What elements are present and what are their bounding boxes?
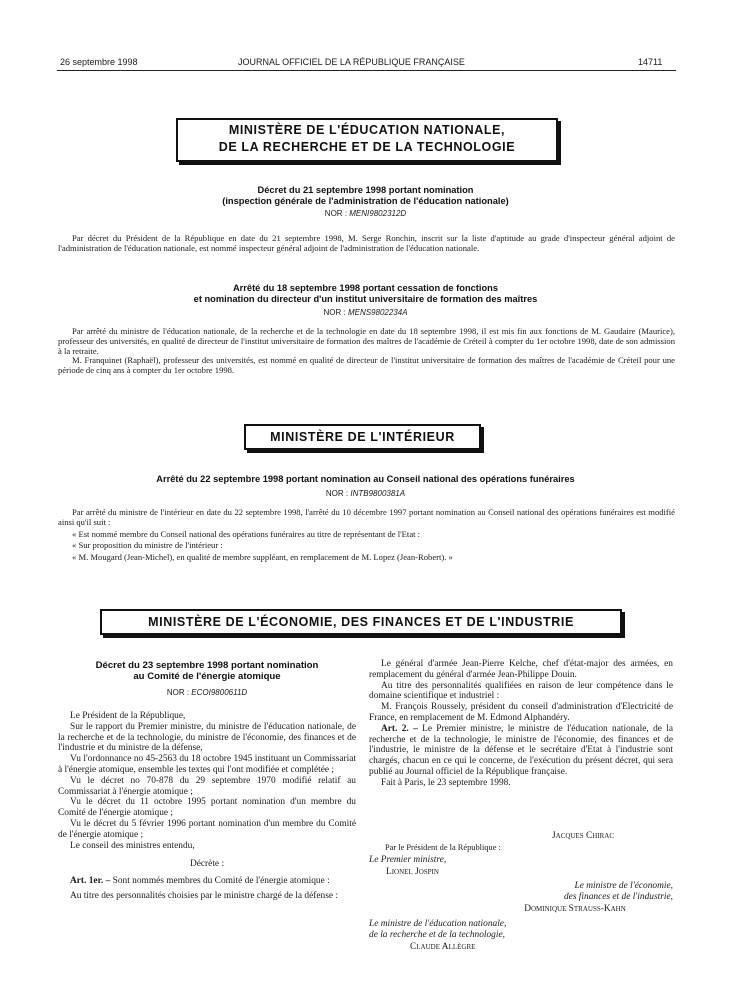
decree1-title — [100, 185, 631, 207]
journal-title: JOURNAL OFFICIEL DE LA RÉPUBLIQUE FRANÇAISE — [238, 57, 465, 67]
arrete1-title-line2: et nomination du directeur d'un institut universitaire de formation des maîtres — [193, 294, 538, 304]
decree1-nor — [200, 209, 531, 218]
ministry-education-line2: DE LA RECHERCHE ET DE LA TECHNOLOGIE — [218, 140, 516, 154]
page-date: 26 septembre 1998 — [60, 57, 138, 67]
arrete1-paragraph-1: Par arrêté du ministre de l'éducation nationale, de la recherche et de la technologie en date du 18 septembre 1998, il est mis fin aux fonctions de M. Gaudaire (Maurice), professeur des universités, en qualité de directeur de l'institut universitaire de formation des maîtres de l'académie de Créteil à compter du 1er octobre 1998, date de son admission à la retraite. — [58, 326, 675, 356]
pm-title: Le Premier ministre, — [369, 855, 447, 865]
art2-text: Le Premier ministre, le ministre de l'éducation nationale, de la recherche et de la technologie, le ministre de l'économie, des finances et de l'industrie, le ministre de la défense et le secrétaire d'Etat à l'industrie sont chargés, chacun en ce qui le concerne, de l'exécution du présent décret, qui sera publié au Journal officiel de la République française. — [369, 723, 674, 777]
nor-label: NOR : — [324, 209, 348, 218]
arrete1-title-line1: Arrêté du 18 septembre 1998 portant cessation de fonctions — [232, 283, 499, 293]
page-number: 14711 — [638, 57, 663, 67]
decree2-right-para: Le général d'armée Jean-Pierre Kelche, chef d'état-major des armées, en remplacement du général d'armée Jean-Philippe Douin. — [369, 659, 673, 680]
arrete2-body — [58, 508, 675, 563]
arrete2-nor — [200, 489, 531, 498]
arrete1-body — [58, 327, 675, 376]
decree1-title-line2: (inspection générale de l'administration de l'éducation nationale) — [222, 196, 509, 206]
decree2-left-para: Vu l'ordonnance no 45-2563 du 18 octobre 1945 instituant un Commissariat à l'énergie atomique, ensemble les textes qui l'ont modifiée et complétée ; — [58, 754, 356, 775]
nor-code: MENI9802312D — [349, 209, 407, 218]
decree2-title — [58, 660, 356, 682]
ministry-interior-box — [244, 424, 481, 450]
ministry-education-box — [176, 118, 558, 162]
decree2-left-para: Vu le décret du 11 octobre 1995 portant nomination d'un membre du Comité de l'énergie atomique ; — [58, 797, 356, 819]
ministry-education-line1: MINISTÈRE DE L'ÉDUCATION NATIONALE, — [228, 123, 506, 137]
arrete2-quote-1: « Est nommé membre du Conseil national des opérations funéraires au titre de représentant de l'Etat : — [72, 528, 421, 539]
nor-label: NOR : — [166, 688, 190, 697]
ministry-interior-line1: MINISTÈRE DE L'INTÉRIEUR — [270, 430, 455, 444]
decree2-left-para: Vu le décret du 5 février 1996 portant nomination d'un membre du Comité de l'énergie atomique ; — [58, 818, 356, 840]
arrete1-paragraph-2: M. Franquinet (Raphaël), professeur des universités, est nommé en qualité de directeur de l'institut universitaire de formation des maîtres de l'académie de Créteil pour une période de cinq ans à compter du 1er octobre 1998. — [58, 355, 675, 376]
arrete2-title — [60, 474, 671, 485]
decree2-nor — [100, 688, 314, 697]
decree2-decrete: Décrète : — [189, 859, 225, 870]
eco-signature — [520, 881, 673, 903]
art1-text: Sont nommés membres du Comité de l'énergie atomique : — [112, 876, 330, 887]
ministry-economy-box — [100, 609, 622, 635]
decree1-title-line1: Décret du 21 septembre 1998 portant nomination — [257, 185, 474, 195]
eco-name: Dominique Strauss-Kahn — [524, 904, 626, 914]
decree2-left-para: Sur le rapport du Premier ministre, du ministre de l'éducation nationale, de la recherche et de la technologie, du ministre de l'économie, des finances et de l'industrie et du ministre de la défense, — [58, 721, 356, 754]
decree2-left-para: Le conseil des ministres entendu, — [70, 840, 195, 851]
decree1-paragraph: Par décret du Président de la République en date du 21 septembre 1998, M. Serge Ronchin, inscrit sur la liste d'aptitude au grade d'inspecteur général adjoint de l'administration de l'éducation nationale, est nommé inspecteur général adjoint de l'administration de l'éducation nationale. — [58, 233, 675, 253]
pm-name: Lionel Jospin — [386, 867, 439, 877]
art1-paragraph-2: Au titre des personnalités choisies par le ministre chargé de la défense : — [70, 890, 338, 901]
decree2-right-column — [369, 659, 673, 789]
signature-president: Jacques Chirac — [552, 831, 615, 841]
arrete2-paragraph-1: Par arrêté du ministre de l'intérieur en date du 22 septembre 1998, l'arrêté du 10 décembre 1997 portant nomination au Conseil national des opérations funéraires est modifié ainsi qu'il suit : — [58, 507, 675, 527]
decree2-title-line1: Décret du 23 septembre 1998 portant nomination — [95, 660, 319, 671]
nor-code: INTB9800381A — [350, 489, 406, 498]
edu-name: Claude Allègre — [410, 942, 476, 952]
decree2-left-column — [58, 711, 356, 902]
decree2-right-para: M. François Roussely, président du conseil d'administration d'Electricité de France, en remplacement de M. Edmond Alphandéry. — [369, 702, 673, 723]
edu-title-2: de la recherche et de la technologie, — [369, 929, 505, 940]
nor-label: NOR : — [325, 489, 349, 498]
nor-code: MENS9802234A — [347, 308, 408, 317]
eco-title-2: des finances et de l'industrie, — [563, 891, 673, 902]
arrete1-title — [100, 283, 631, 305]
decree2-right-para: Au titre des personnalités qualifiées en raison de leur compétence dans le domaine scientifique et industriel : — [369, 680, 673, 702]
arrete2-title-line: Arrêté du 22 septembre 1998 portant nomination au Conseil national des opérations funéraires — [156, 474, 575, 484]
arrete1-nor — [200, 308, 531, 317]
nor-label: NOR : — [323, 308, 346, 317]
fait-a-paris: Fait à Paris, le 23 septembre 1998. — [381, 777, 511, 788]
arrete2-quote-3: « M. Mougard (Jean-Michel), en qualité de membre suppléant, en remplacement de M. Lopez (Jean-Robert). » — [72, 552, 453, 563]
art1-label: Art. 1er. – — [70, 876, 111, 887]
art2-label: Art. 2. – — [381, 723, 418, 734]
decree2-left-para: Le Président de la République, — [70, 711, 186, 721]
arrete2-quote-2: « Sur proposition du ministre de l'intérieur : — [72, 540, 223, 551]
decree2-left-para: Vu le décret no 70-878 du 29 septembre 1970 modifié relatif au Commissariat à l'énergie atomique ; — [58, 775, 356, 797]
nor-code: ECOI9800611D — [191, 688, 248, 697]
ministry-economy-line1: MINISTÈRE DE L'ÉCONOMIE, DES FINANCES ET DE L'INDUSTRIE — [148, 615, 574, 629]
header-rule — [57, 70, 676, 71]
decree1-body — [58, 234, 675, 254]
edu-title-1: Le ministre de l'éducation nationale, — [369, 919, 507, 929]
eco-title-1: Le ministre de l'économie, — [574, 881, 673, 891]
par-le-president: Par le Président de la République : — [385, 843, 501, 852]
decree2-title-line2: au Comité de l'énergie atomique — [133, 671, 281, 682]
edu-signature — [369, 919, 506, 941]
